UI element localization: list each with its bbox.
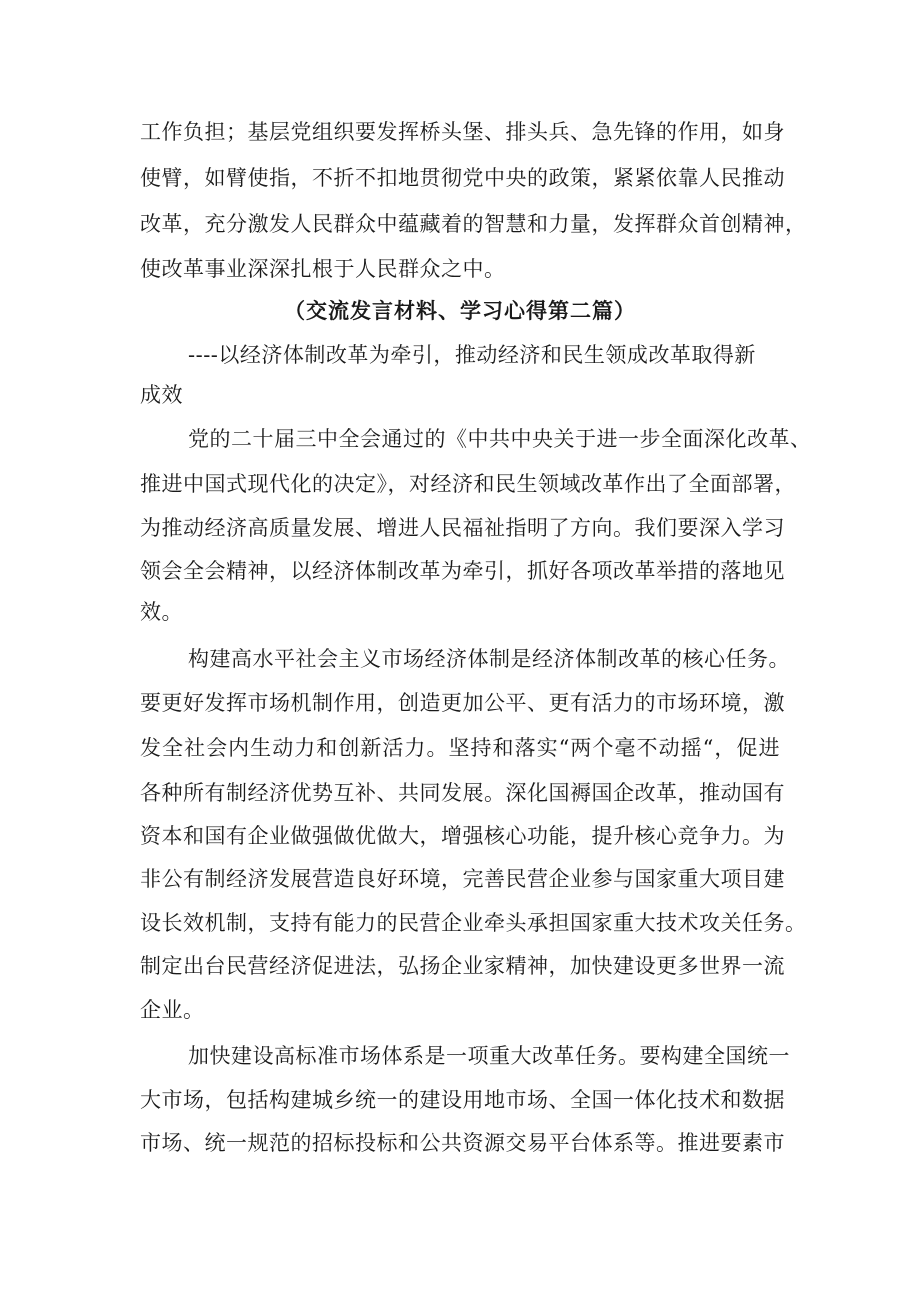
paragraph-3-line-8: 制定出台民营经济促进法，弘扬企业家精神，加快建设更多世界一流 [140,954,785,978]
paragraph-1-line-2: 使臂，如臂使指，不折不扣地贯彻党中央的政策，紧紧依靠人民推动 [140,166,785,190]
paragraph-3-line-4: 各种所有制经济优势互补、共同发展。深化国褥国企改革，推动国有 [140,781,785,805]
paragraph-3-line-1: 构建高水平社会主义市场经济体制是经济体制改革的核心任务。 [188,647,790,671]
paragraph-1-line-4: 使改革事业深深扎根于人民群众之中。 [140,257,506,281]
subtitle-line-1: ----以经济体制改革为牵引，推动经济和民生领成改革取得新 [188,343,756,367]
paragraph-2-line-3: 为推动经济高质量发展、增进人民福祉指明了方向。我们要深入学习 [140,516,785,540]
paragraph-3-line-7: 设长效机制，支持有能力的民营企业牵头承担国家重大技术攻关任务。 [140,911,807,935]
paragraph-2-line-2: 推进中国式现代化的决定》，对经济和民生领域改革作出了全面部署， [140,472,796,496]
subtitle-line-2: 成效 [140,383,183,407]
section-heading: （交流发言材料、学习心得第二篇） [284,299,636,323]
paragraph-3-line-5: 资本和国有企业做强做优做大，增强核心功能，提升核心竞争力。为 [140,824,785,848]
paragraph-3-line-9: 企业。 [140,998,205,1022]
paragraph-3-line-2: 要更好发挥市场机制作用，创造更加公平、更有活力的市场环境，激 [140,691,785,715]
paragraph-2-line-5: 效。 [140,600,183,624]
paragraph-2-line-1: 党的二十届三中全会通过的《中共中央关于进一步全面深化改革、 [188,427,812,451]
paragraph-4-line-1: 加快建设高标准市场体系是一项重大改革任务。要构建全国统一 [188,1044,790,1068]
paragraph-2-line-4: 领会全会精神，以经济体制改革为牵引，抓好各项改革举措的落地见 [140,559,785,583]
paragraph-4-line-2: 大市场，包括构建城乡统一的建设用地市场、全国一体化技术和数据 [140,1088,785,1112]
paragraph-3-line-3: 发全社会内生动力和创新活力。坚持和落实“两个毫不动摇“，促进 [140,736,780,760]
paragraph-4-line-3: 市场、统一规范的招标投标和公共资源交易平台体系等。推进要素市 [140,1131,785,1155]
paragraph-3-line-6: 非公有制经济发展营造良好环境，完善民营企业参与国家重大项目建 [140,867,785,891]
paragraph-1-line-3: 改革，充分激发人民群众中蕴藏着的智慧和力量，发挥群众首创精神， [140,212,807,236]
paragraph-1-line-1: 工作负担；基层党组织要发挥桥头堡、排头兵、急先锋的作用，如身 [140,120,785,144]
